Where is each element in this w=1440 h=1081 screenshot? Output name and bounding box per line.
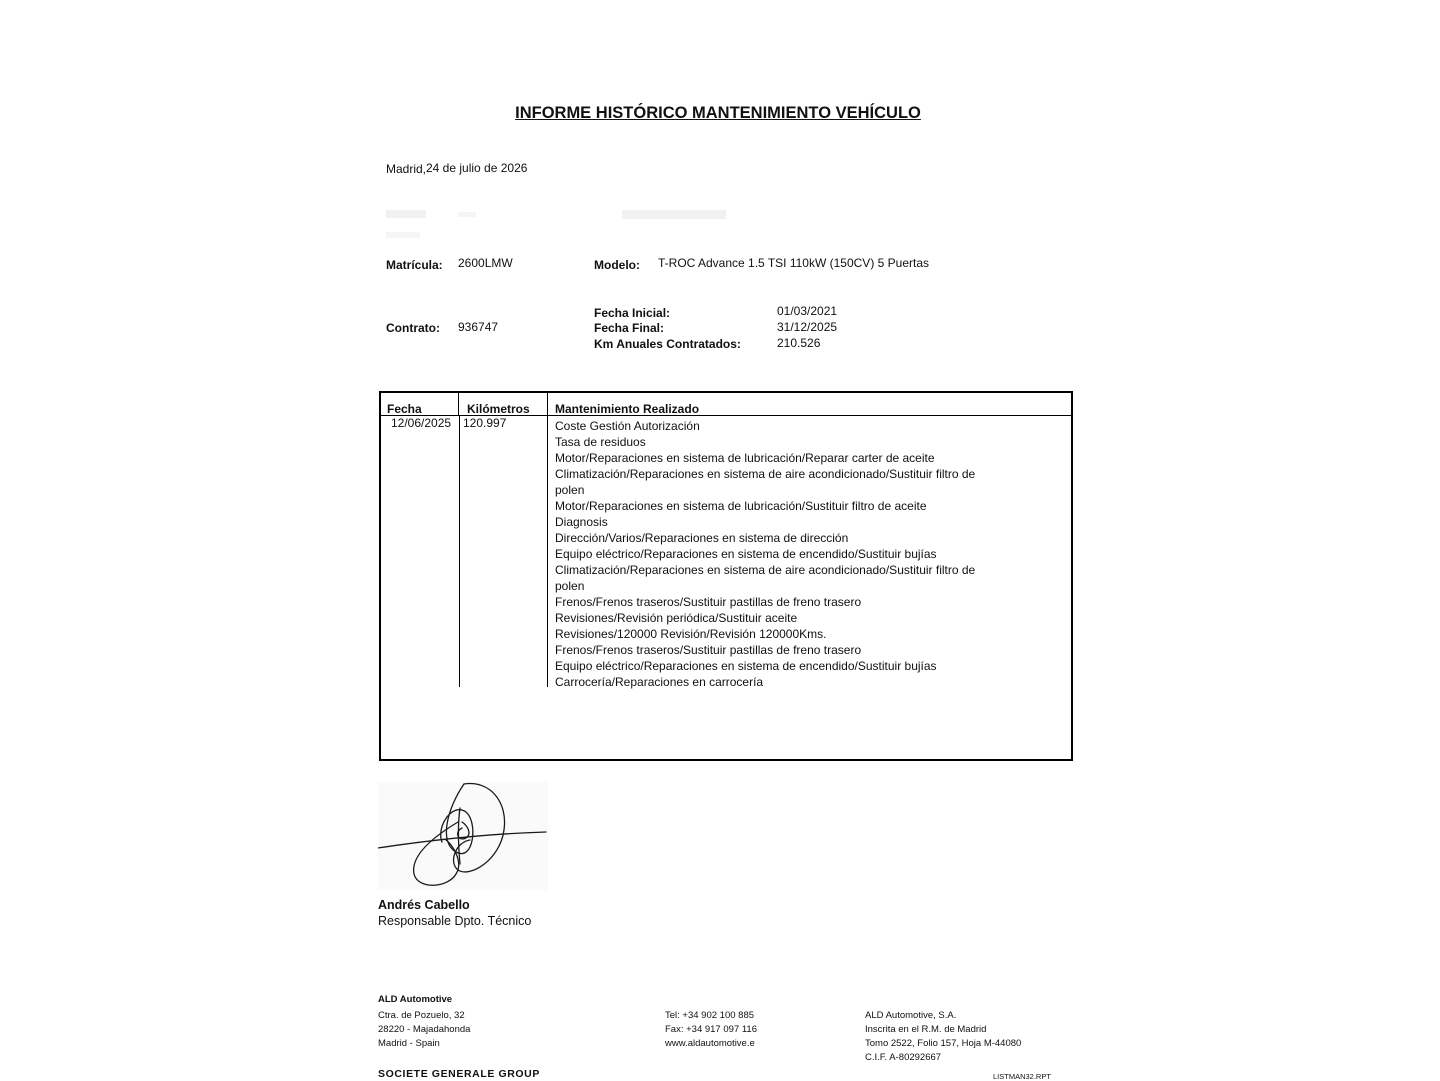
footer-address-line: Ctra. de Pozuelo, 32 [378,1010,465,1021]
maintenance-item: polen [555,579,585,593]
fecha-inicial-label: Fecha Inicial: [594,306,671,320]
document-place: Madrid, [386,162,427,176]
footer-legal-line: ALD Automotive, S.A. [865,1010,957,1021]
maintenance-item: Climatización/Reparaciones en sistema de aire acondicionado/Sustituir filtro de [555,467,976,481]
maintenance-item: Revisiones/Revisión periódica/Sustituir aceite [555,611,798,625]
matricula-value: 2600LMW [458,256,513,270]
maintenance-item: Equipo eléctrico/Reparaciones en sistema de encendido/Sustituir bujías [555,547,937,561]
maintenance-item: Tasa de residuos [555,435,646,449]
column-divider [458,393,459,415]
signatory-name: Andrés Cabello [378,898,470,912]
maintenance-item: polen [555,483,585,497]
maintenance-items-list [555,418,975,690]
modelo-label: Modelo: [594,258,640,272]
contrato-value: 936747 [458,320,499,334]
footer-group-logo: SOCIETE GENERALE GROUP [378,1068,540,1080]
footer-legal-line: C.I.F. A-80292667 [865,1052,942,1063]
maintenance-item: Motor/Reparaciones en sistema de lubricación/Reparar carter de aceite [555,451,935,465]
column-header-fecha: Fecha [387,402,422,416]
maintenance-item: Frenos/Frenos traseros/Sustituir pastillas de freno trasero [555,643,862,657]
fecha-final-label: Fecha Final: [594,321,665,335]
column-header-kilometros: Kilómetros [467,402,530,416]
footer-fax: Fax: +34 917 097 116 [665,1024,757,1035]
row-fecha: 12/06/2025 [391,416,452,430]
footer-report-code: LISTMAN32.RPT [993,1072,1051,1081]
maintenance-item: Dirección/Varios/Reparaciones en sistema de dirección [555,531,849,545]
contrato-label: Contrato: [386,321,440,335]
km-anuales-label: Km Anuales Contratados: [594,337,741,351]
document-date: 24 de julio de 2026 [426,161,528,175]
column-divider [547,393,548,687]
fecha-inicial-value: 01/03/2021 [777,304,838,318]
footer-address-line: Madrid - Spain [378,1038,440,1049]
maintenance-item: Motor/Reparaciones en sistema de lubricación/Sustituir filtro de aceite [555,499,927,513]
maintenance-table [379,391,1073,761]
footer-legal-line: Tomo 2522, Folio 157, Hoja M-44080 [865,1038,1022,1049]
footer-tel: Tel: +34 902 100 885 [665,1010,755,1021]
column-divider [459,415,460,687]
footer-company: ALD Automotive [378,994,453,1005]
signatory-role: Responsable Dpto. Técnico [378,914,532,928]
modelo-value: T-ROC Advance 1.5 TSI 110kW (150CV) 5 Puertas [658,256,930,270]
document-title: INFORME HISTÓRICO MANTENIMIENTO VEHÍCULO [515,104,921,122]
row-kilometros: 120.997 [463,416,507,430]
column-header-mantenimiento: Mantenimiento Realizado [555,402,700,416]
redacted-row [386,210,726,240]
maintenance-item: Frenos/Frenos traseros/Sustituir pastillas de freno trasero [555,595,862,609]
matricula-label: Matrícula: [386,258,443,272]
signature-image [378,782,548,890]
km-anuales-value: 210.526 [777,336,821,350]
footer-web: www.aldautomotive.e [665,1038,755,1049]
maintenance-item: Climatización/Reparaciones en sistema de aire acondicionado/Sustituir filtro de [555,563,976,577]
maintenance-item: Carrocería/Reparaciones en carrocería [555,675,764,689]
fecha-final-value: 31/12/2025 [777,320,838,334]
footer-legal-line: Inscrita en el R.M. de Madrid [865,1024,987,1035]
maintenance-item: Revisiones/120000 Revisión/Revisión 120000Kms. [555,627,827,641]
maintenance-item: Coste Gestión Autorización [555,419,700,433]
maintenance-item: Equipo eléctrico/Reparaciones en sistema de encendido/Sustituir bujías [555,659,937,673]
footer-address-line: 28220 - Majadahonda [378,1024,471,1035]
maintenance-item: Diagnosis [555,515,608,529]
